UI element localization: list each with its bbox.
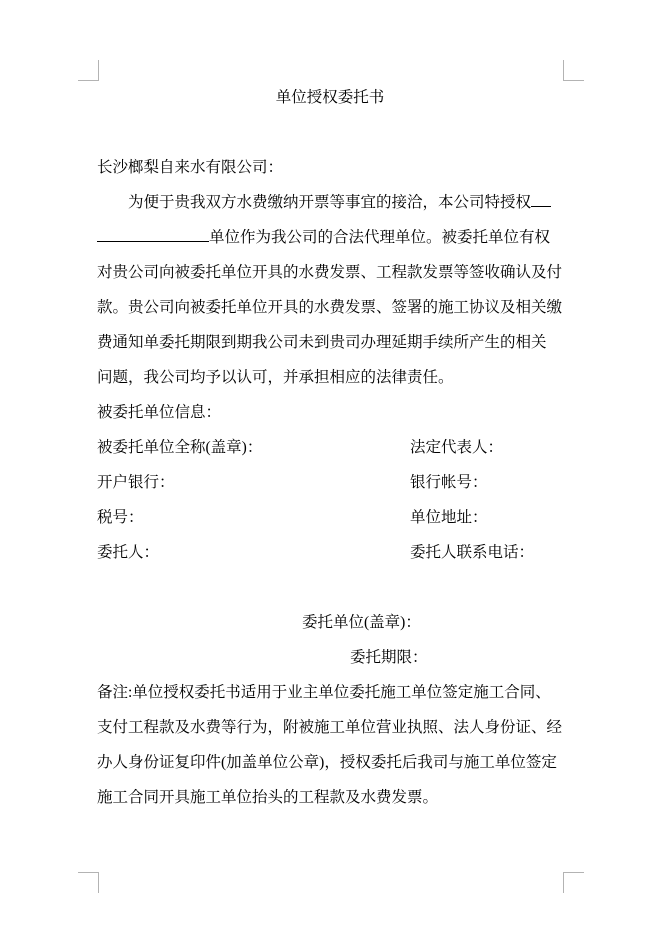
paragraph-line-1 — [97, 185, 563, 220]
note-line-3: 办人身份证复印件(加盖单位公章)，授权委托后我司与施工单位签定 — [97, 754, 557, 771]
paragraph-line-3: 对贵公司向被委托单位开具的水费发票、工程款发票等签收确认及付 — [97, 264, 563, 281]
form-row-1 — [97, 430, 563, 465]
field-label-entrusted-unit-name: 被委托单位全称(盖章)： — [97, 439, 263, 456]
salutation: 长沙榔梨自来水有限公司： — [97, 159, 284, 176]
authorized-unit-blank-start[interactable] — [531, 191, 551, 208]
document-content — [97, 80, 563, 815]
authorized-unit-blank-end[interactable] — [97, 226, 209, 243]
field-label-bank: 开户银行： — [97, 474, 175, 491]
crop-mark-bottom-left — [78, 872, 99, 893]
note-line-2: 支付工程款及水费等行为，附被施工单位营业执照、法人身份证、经 — [97, 719, 563, 736]
field-label-tax-number: 税号： — [97, 509, 144, 526]
spacer-line-1 — [97, 115, 563, 150]
form-row-4 — [97, 535, 563, 570]
field-label-agent-phone: 委托人联系电话： — [410, 544, 535, 561]
paragraph-line-4: 款。贵公司向被委托单位开具的水费发票、签署的施工协议及相关缴 — [97, 299, 563, 316]
crop-mark-bottom-right — [563, 872, 584, 893]
field-label-unit-address: 单位地址： — [410, 509, 488, 526]
crop-mark-top-right — [563, 60, 584, 81]
note-line-1: 备注:单位授权委托书适用于业主单位委托施工单位签定施工合同、 — [97, 684, 551, 701]
signature-unit-seal-label: 委托单位(盖章)： — [302, 614, 421, 631]
signature-period-label: 委托期限： — [350, 649, 428, 666]
note-line-4: 施工合同开具施工单位抬头的工程款及水费发票。 — [97, 789, 439, 806]
crop-mark-top-left — [78, 60, 99, 81]
form-row-2 — [97, 465, 563, 500]
paragraph-line-5: 费通知单委托期限到期我公司未到贵司办理延期手续所产生的相关 — [97, 334, 547, 351]
paragraph-line-1-text: 为便于贵我双方水费缴纳开票等事宜的接洽，本公司特授权 — [128, 194, 532, 211]
field-label-bank-account: 银行帐号： — [410, 474, 488, 491]
spacer-line-2 — [97, 570, 563, 605]
form-row-3 — [97, 500, 563, 535]
document-title: 单位授权委托书 — [275, 89, 385, 106]
info-section-heading: 被委托单位信息： — [97, 404, 222, 421]
field-label-agent: 委托人： — [97, 544, 160, 561]
paragraph-line-2 — [97, 220, 563, 255]
paragraph-line-2-text: 单位作为我公司的合法代理单位。被委托单位有权 — [209, 229, 551, 246]
field-label-legal-representative: 法定代表人： — [410, 439, 504, 456]
paragraph-line-6: 问题，我公司均予以认可，并承担相应的法律责任。 — [97, 369, 454, 386]
